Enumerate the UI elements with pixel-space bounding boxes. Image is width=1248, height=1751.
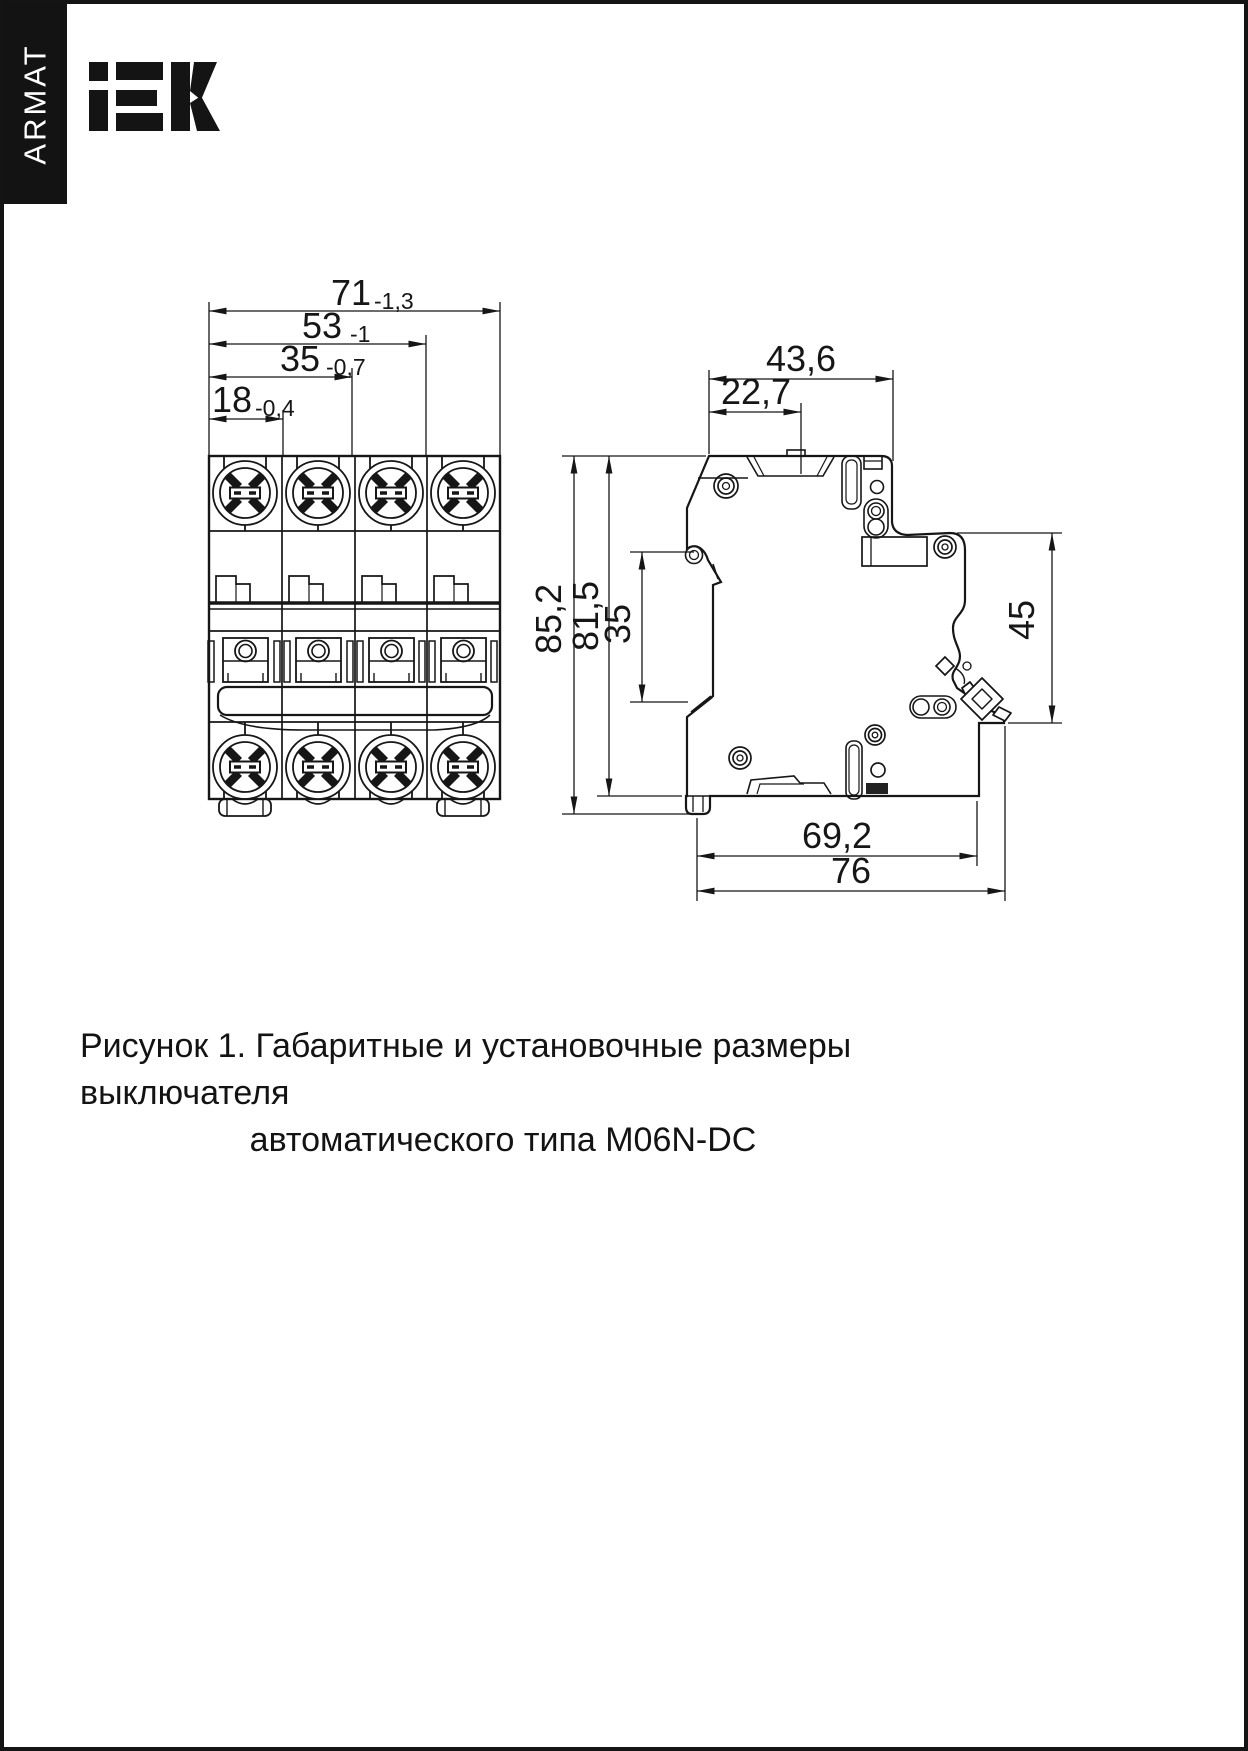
caption-line-2: автоматического типа M06N-DC — [249, 1121, 757, 1159]
dim-43-6: 43,6 — [765, 338, 837, 379]
dimensional-drawing — [4, 4, 1248, 1751]
dim-35-tolerance: -0,7 — [326, 354, 366, 380]
front-tabs — [216, 576, 468, 602]
caption-line-1: Рисунок 1. Габаритные и установочные размеры выключателя — [80, 1027, 852, 1112]
dim-35-side: 35 — [597, 603, 638, 645]
dim-85-2: 85,2 — [528, 583, 569, 655]
side-view — [528, 338, 1062, 901]
dim-45: 45 — [1001, 599, 1042, 641]
bottom-terminal-screws — [213, 722, 495, 804]
dim-53-tolerance: -1 — [350, 321, 371, 347]
dim-71-value: 71 — [330, 272, 371, 313]
dim-76: 76 — [830, 850, 872, 891]
dim-69-2: 69,2 — [801, 815, 873, 856]
top-terminal-screws — [213, 456, 495, 531]
dim-71-tolerance: -1,3 — [374, 288, 414, 314]
bottom-mount-tabs — [219, 799, 489, 816]
indicator-windows — [208, 638, 497, 682]
figure-caption — [80, 1023, 926, 1164]
dim-22-7: 22,7 — [720, 371, 792, 412]
dim-18-value: 18 — [211, 379, 252, 420]
dim-53-value: 53 — [301, 305, 342, 346]
brand-bar-label: ARMAT — [17, 43, 53, 165]
dim-35-value: 35 — [279, 338, 320, 379]
front-view — [208, 272, 500, 816]
dim-81-5: 81,5 — [565, 580, 606, 652]
dim-18-tolerance: -0,4 — [255, 395, 295, 421]
